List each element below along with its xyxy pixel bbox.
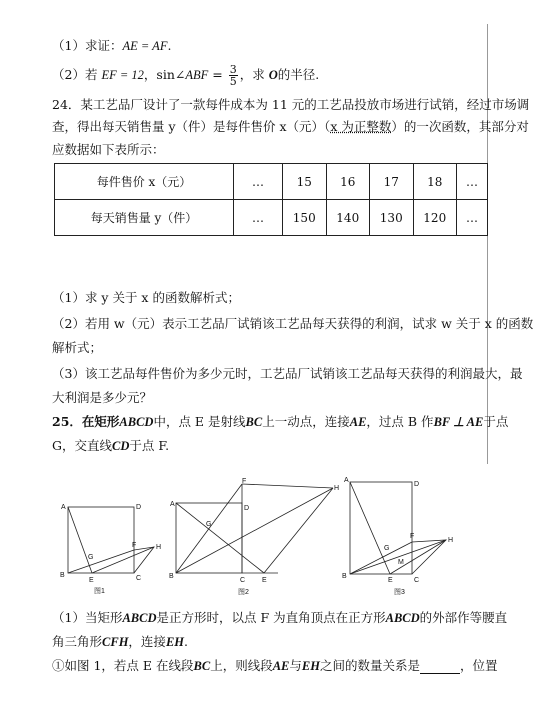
svg-text:A: A xyxy=(344,477,349,484)
q25-line1: 25．在矩形ABCD中，点 E 是射线BC上一动点，连接AE，过点 B 作BF ⊥ AE于点 xyxy=(52,414,509,429)
svg-text:F: F xyxy=(242,478,247,485)
q25-line2: G，交直线CD于点 F. xyxy=(52,438,170,453)
table-row: 每天销售量 y（件） … 150 140 130 120 … xyxy=(55,200,488,236)
svg-text:F: F xyxy=(410,533,415,540)
q24-sub1: （1）求 y 关于 x 的函数解析式； xyxy=(52,290,240,305)
q25-sub1-question1: ①如图 1，若点 E 在线段BC上，则线段AE与EH之间的数量关系是 ，位置 xyxy=(52,658,498,673)
svg-text:F: F xyxy=(132,542,137,549)
svg-text:E: E xyxy=(388,577,393,584)
q24-sub2b: 解析式； xyxy=(52,340,103,355)
svg-text:D: D xyxy=(414,481,420,488)
svg-text:D: D xyxy=(244,505,250,512)
q23-part1: （1）求证：AE = AF. xyxy=(52,38,172,53)
q24-sub3a: （3）该工艺品每件售价为多少元时，工艺品厂试销该工艺品每天获得的利润最大，最 xyxy=(52,366,523,381)
svg-text:B: B xyxy=(342,573,347,580)
table-row-label: 每件售价 x（元） xyxy=(55,164,234,200)
svg-text:A: A xyxy=(170,501,175,508)
svg-text:C: C xyxy=(240,577,246,584)
q23-part2: （2）若 EF = 12，sin∠ABF = $\frac{3}{5}$ ，求 O的半径. xyxy=(52,63,320,88)
page-margin-line xyxy=(487,24,488,464)
q24-sub2a: （2）若用 w（元）表示工艺品厂试销该工艺品每天获得的利润，试求 w 关于 x 的函数 xyxy=(52,316,534,331)
table-row: 每件售价 x（元） … 15 16 17 18 … xyxy=(55,164,488,200)
svg-text:H: H xyxy=(448,537,454,544)
svg-text:E: E xyxy=(262,577,267,584)
square-abcd xyxy=(68,507,137,573)
circle-o: O xyxy=(268,68,278,82)
svg-text:G: G xyxy=(384,545,390,552)
svg-text:G: G xyxy=(88,554,94,561)
fig1-caption: 图1 xyxy=(94,588,105,595)
svg-text:H: H xyxy=(334,485,340,492)
figure-3 xyxy=(338,474,468,600)
q24-line2: 查，得出每天销售量 y（件）是每件售价 x（元）（x 为正整数）的一次函数，其部分对 xyxy=(52,119,529,134)
svg-text:G: G xyxy=(206,521,212,528)
svg-text:H: H xyxy=(156,544,162,551)
figure-1 xyxy=(56,495,176,600)
price-sales-table xyxy=(54,163,488,236)
answer-blank[interactable] xyxy=(420,661,460,674)
positive-integer-note: x 为正整数 xyxy=(330,119,392,134)
svg-text:B: B xyxy=(60,572,65,579)
svg-text:M: M xyxy=(398,559,404,566)
math-ae-af: AE = AF xyxy=(122,39,168,53)
svg-text:E: E xyxy=(89,577,94,584)
q24-line3: 应数据如下表所示： xyxy=(52,142,165,157)
figure-2 xyxy=(168,476,348,600)
square-abcd xyxy=(176,503,242,573)
svg-text:C: C xyxy=(136,575,142,582)
svg-text:B: B xyxy=(169,573,174,580)
q25-sub1-line2: 角三角形CFH，连接EH. xyxy=(52,634,188,649)
table-row-label: 每天销售量 y（件） xyxy=(55,200,234,236)
svg-text:A: A xyxy=(61,504,66,511)
fig2-caption: 图2 xyxy=(238,589,249,596)
q24-sub3b: 大利润是多少元？ xyxy=(52,390,153,405)
q24-line1: 24．某工艺品厂设计了一款每件成本为 11 元的工艺品投放市场进行试销，经过市场调 xyxy=(52,97,530,112)
fraction-three-fifths: $\frac{3}{5}$ xyxy=(229,63,237,88)
svg-text:D: D xyxy=(136,504,142,511)
fig3-caption: 图3 xyxy=(394,589,405,596)
svg-text:C: C xyxy=(414,577,420,584)
math-ef: EF = 12 xyxy=(101,68,144,82)
q25-sub1-line1: （1）当矩形ABCD是正方形时，以点 F 为直角顶点在正方形ABCD的外部作等腰直 xyxy=(52,610,508,625)
